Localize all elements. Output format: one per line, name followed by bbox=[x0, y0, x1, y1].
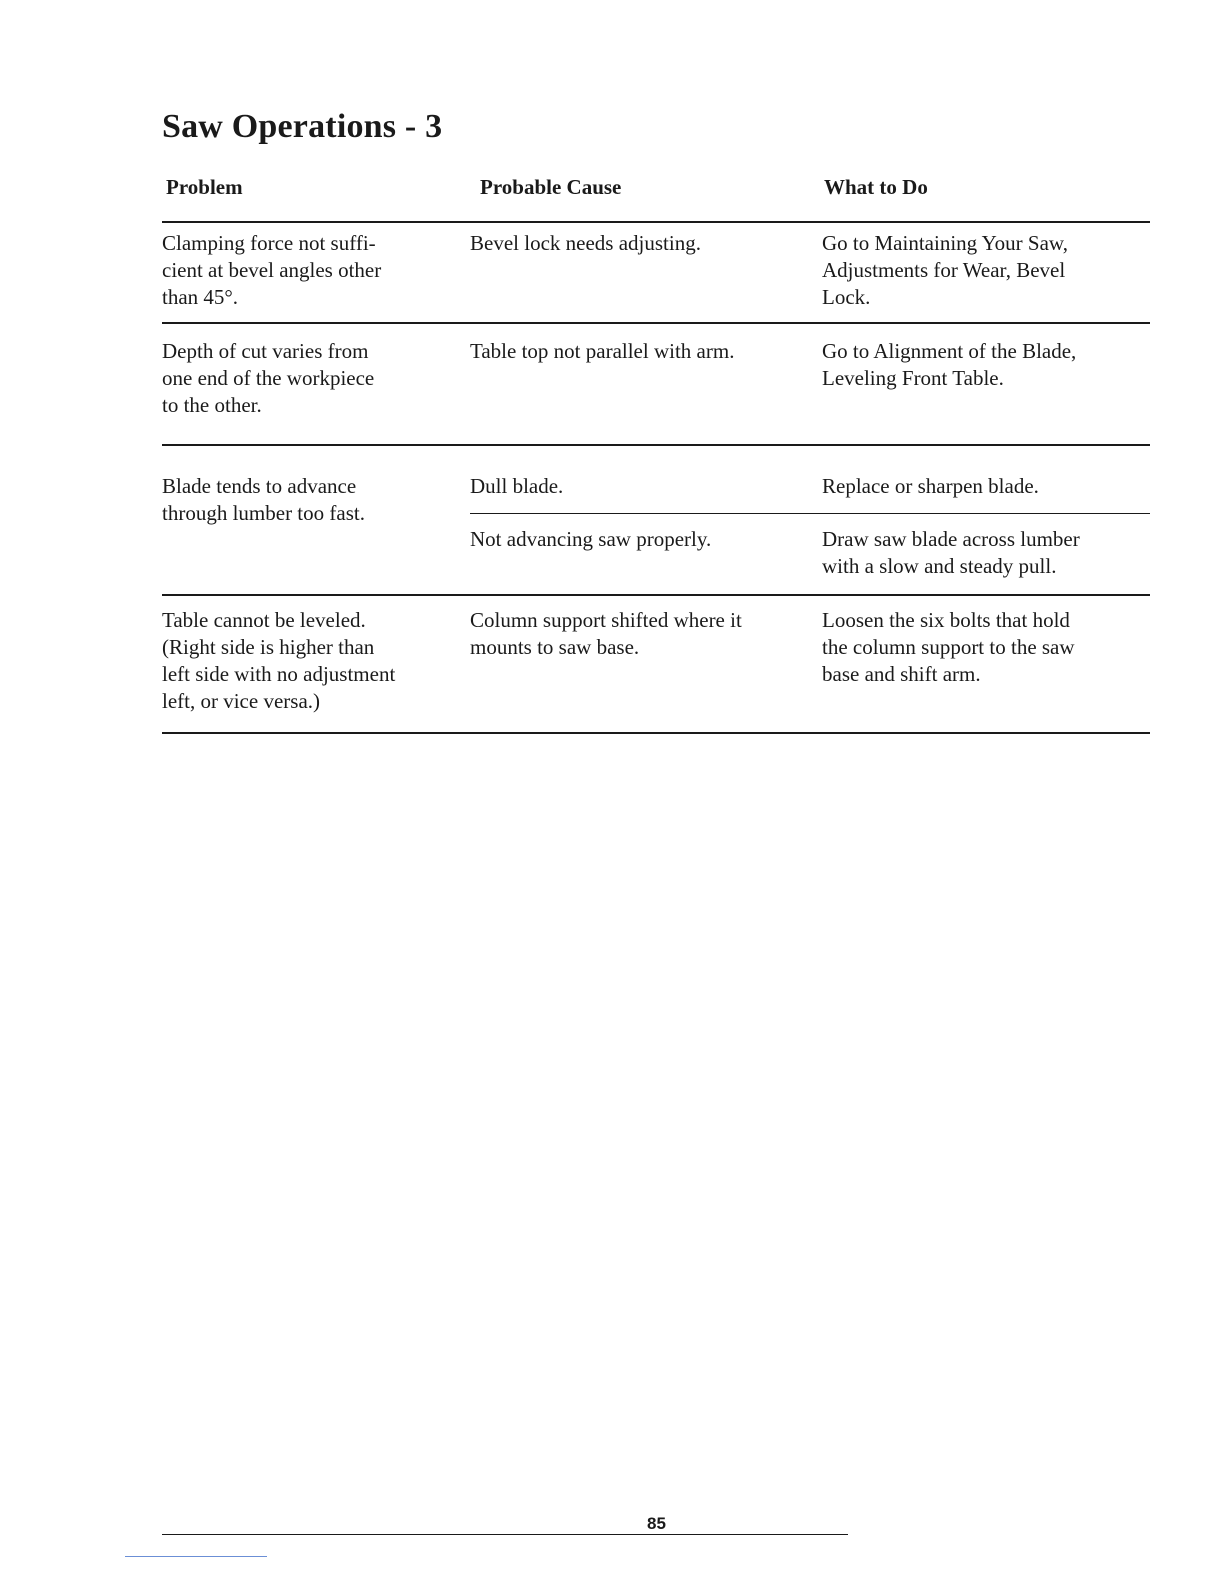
page-number: 85 bbox=[647, 1514, 666, 1533]
row-3-divider bbox=[162, 594, 1150, 596]
header-divider bbox=[162, 221, 1150, 223]
scan-edge-mark bbox=[125, 1556, 267, 1557]
table-header bbox=[162, 175, 1152, 205]
row-1-cause: Bevel lock needs adjusting. bbox=[470, 231, 701, 255]
row-3-cause: Dull blade. bbox=[470, 474, 564, 498]
header-problem: Problem bbox=[166, 175, 243, 199]
header-probable-cause: Probable Cause bbox=[480, 175, 622, 199]
row-1-problem: Clamping force not suffi- cient at bevel angles other than 45°. bbox=[162, 231, 382, 309]
row-1-divider bbox=[162, 322, 1150, 324]
row-3-action: Replace or sharpen blade. bbox=[822, 474, 1039, 498]
page-title: Saw Operations - 3 bbox=[162, 108, 443, 145]
row-1-action: Go to Maintaining Your Saw, Adjustments for Wear, Bevel Lock. bbox=[822, 231, 1068, 309]
row-2-action: Go to Alignment of the Blade, Leveling Front Table. bbox=[822, 339, 1077, 390]
footer-rule bbox=[162, 1534, 848, 1535]
row-3-action-2: Draw saw blade across lumber with a slow and steady pull. bbox=[822, 527, 1080, 578]
row-3-cause-2: Not advancing saw properly. bbox=[470, 527, 712, 551]
row-3-problem: Blade tends to advance through lumber too fast. bbox=[162, 474, 365, 525]
row-2-divider bbox=[162, 444, 1150, 446]
row-2-cause: Table top not parallel with arm. bbox=[470, 339, 735, 363]
row-4-problem: Table cannot be leveled. (Right side is higher than left side with no adjustment left, or vice versa.) bbox=[162, 608, 396, 713]
row-2-problem: Depth of cut varies from one end of the workpiece to the other. bbox=[162, 339, 375, 417]
row-4-action: Loosen the six bolts that hold the column support to the saw base and shift arm. bbox=[822, 608, 1075, 686]
row-3-sub-divider bbox=[470, 513, 1150, 514]
table-bottom-rule bbox=[162, 732, 1150, 734]
row-4-cause: Column support shifted where it mounts to saw base. bbox=[470, 608, 742, 659]
header-what-to-do: What to Do bbox=[824, 175, 928, 199]
